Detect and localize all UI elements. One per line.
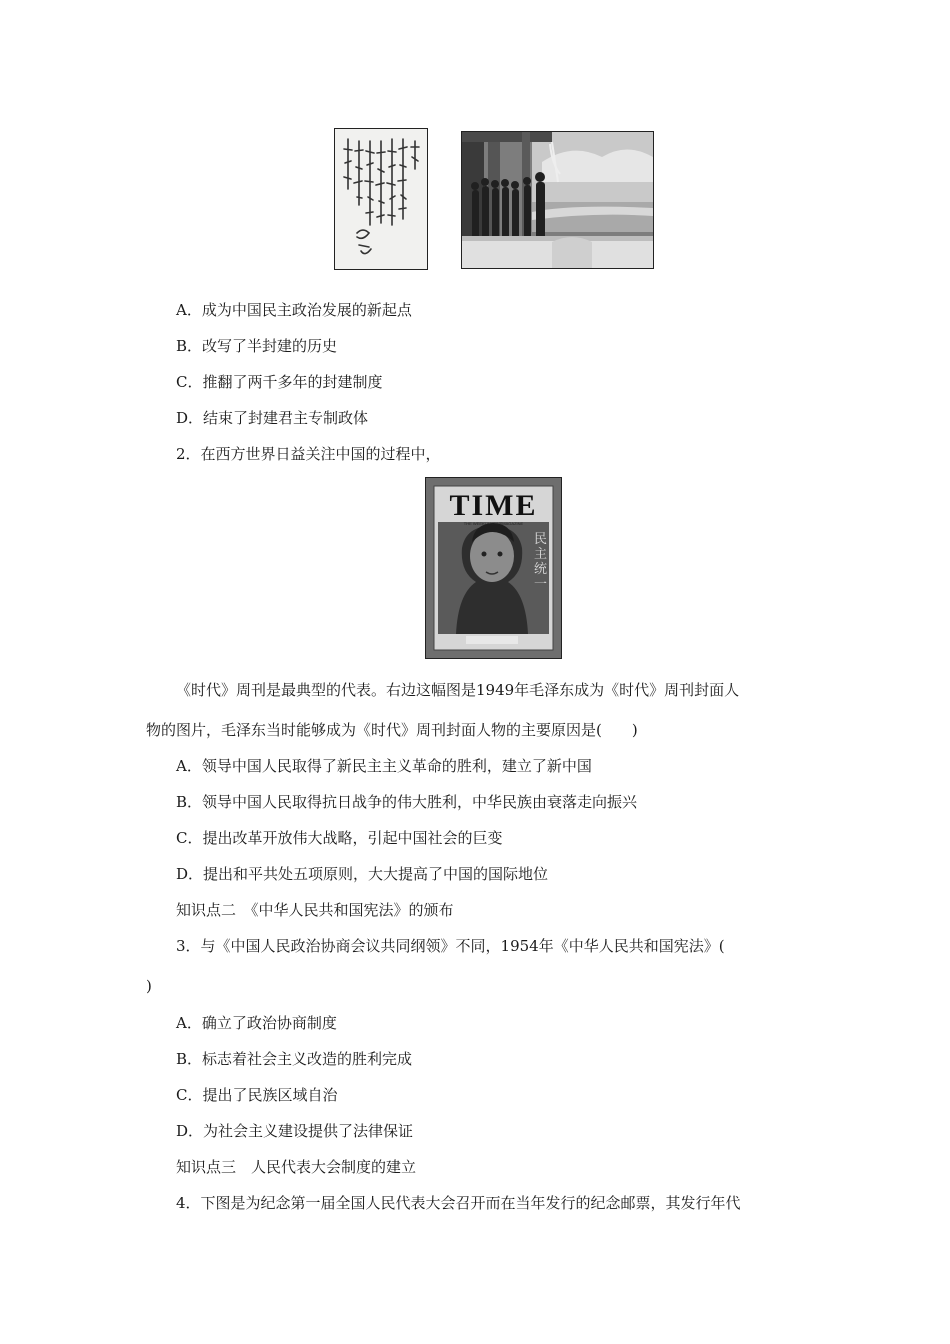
painting-scene: [462, 132, 653, 268]
option-line: C．提出了民族区域自治: [176, 1086, 338, 1104]
time-tagline: THE WEEKLY NEWSMAGAZINE: [463, 521, 524, 526]
section-heading: 知识点二 《中华人民共和国宪法》的颁布: [176, 901, 454, 919]
option-line: B．改写了半封建的历史: [176, 337, 338, 355]
option-line: D．为社会主义建设提供了法律保证: [176, 1122, 414, 1140]
question-line: ): [146, 977, 152, 995]
question-line: 2．在西方世界日益关注中国的过程中，: [176, 445, 441, 463]
option-line: B．领导中国人民取得抗日战争的伟大胜利，中华民族由衰落走向振兴: [176, 793, 638, 811]
time-magazine-cover: [425, 477, 562, 659]
section-heading: 知识点三 人民代表大会制度的建立: [176, 1158, 417, 1176]
option-line: B．标志着社会主义改造的胜利完成: [176, 1050, 413, 1068]
question-line: 4．下图是为纪念第一届全国人民代表大会召开而在当年发行的纪念邮票，其发行年代: [176, 1194, 741, 1212]
question-line: 物的图片，毛泽东当时能够成为《时代》周刊封面人物的主要原因是( ): [146, 721, 638, 739]
option-line: A．成为中国民主政治发展的新起点: [176, 301, 412, 319]
time-side-text: 民主统一: [534, 532, 548, 592]
question-line: 3．与《中国人民政治协商会议共同纲领》不同，1954年《中华人民共和国宪法》(: [176, 937, 725, 955]
option-line: D．提出和平共处五项原则，大大提高了中国的国际地位: [176, 865, 549, 883]
option-line: A．确立了政治协商制度: [176, 1014, 337, 1032]
founding-ceremony-painting: [461, 131, 654, 269]
option-line: C．推翻了两千多年的封建制度: [176, 373, 383, 391]
calligraphy-strokes: [335, 129, 427, 269]
option-line: A．领导中国人民取得了新民主主义革命的胜利，建立了新中国: [176, 757, 592, 775]
option-line: C．提出改革开放伟大战略，引起中国社会的巨变: [176, 829, 503, 847]
question-line: 《时代》周刊是最典型的代表。右边这幅图是1949年毛泽东成为《时代》周刊封面人: [176, 681, 740, 699]
option-line: D．结束了封建君主专制政体: [176, 409, 369, 427]
time-masthead: TIME: [449, 489, 538, 522]
calligraphy-image: [334, 128, 428, 270]
